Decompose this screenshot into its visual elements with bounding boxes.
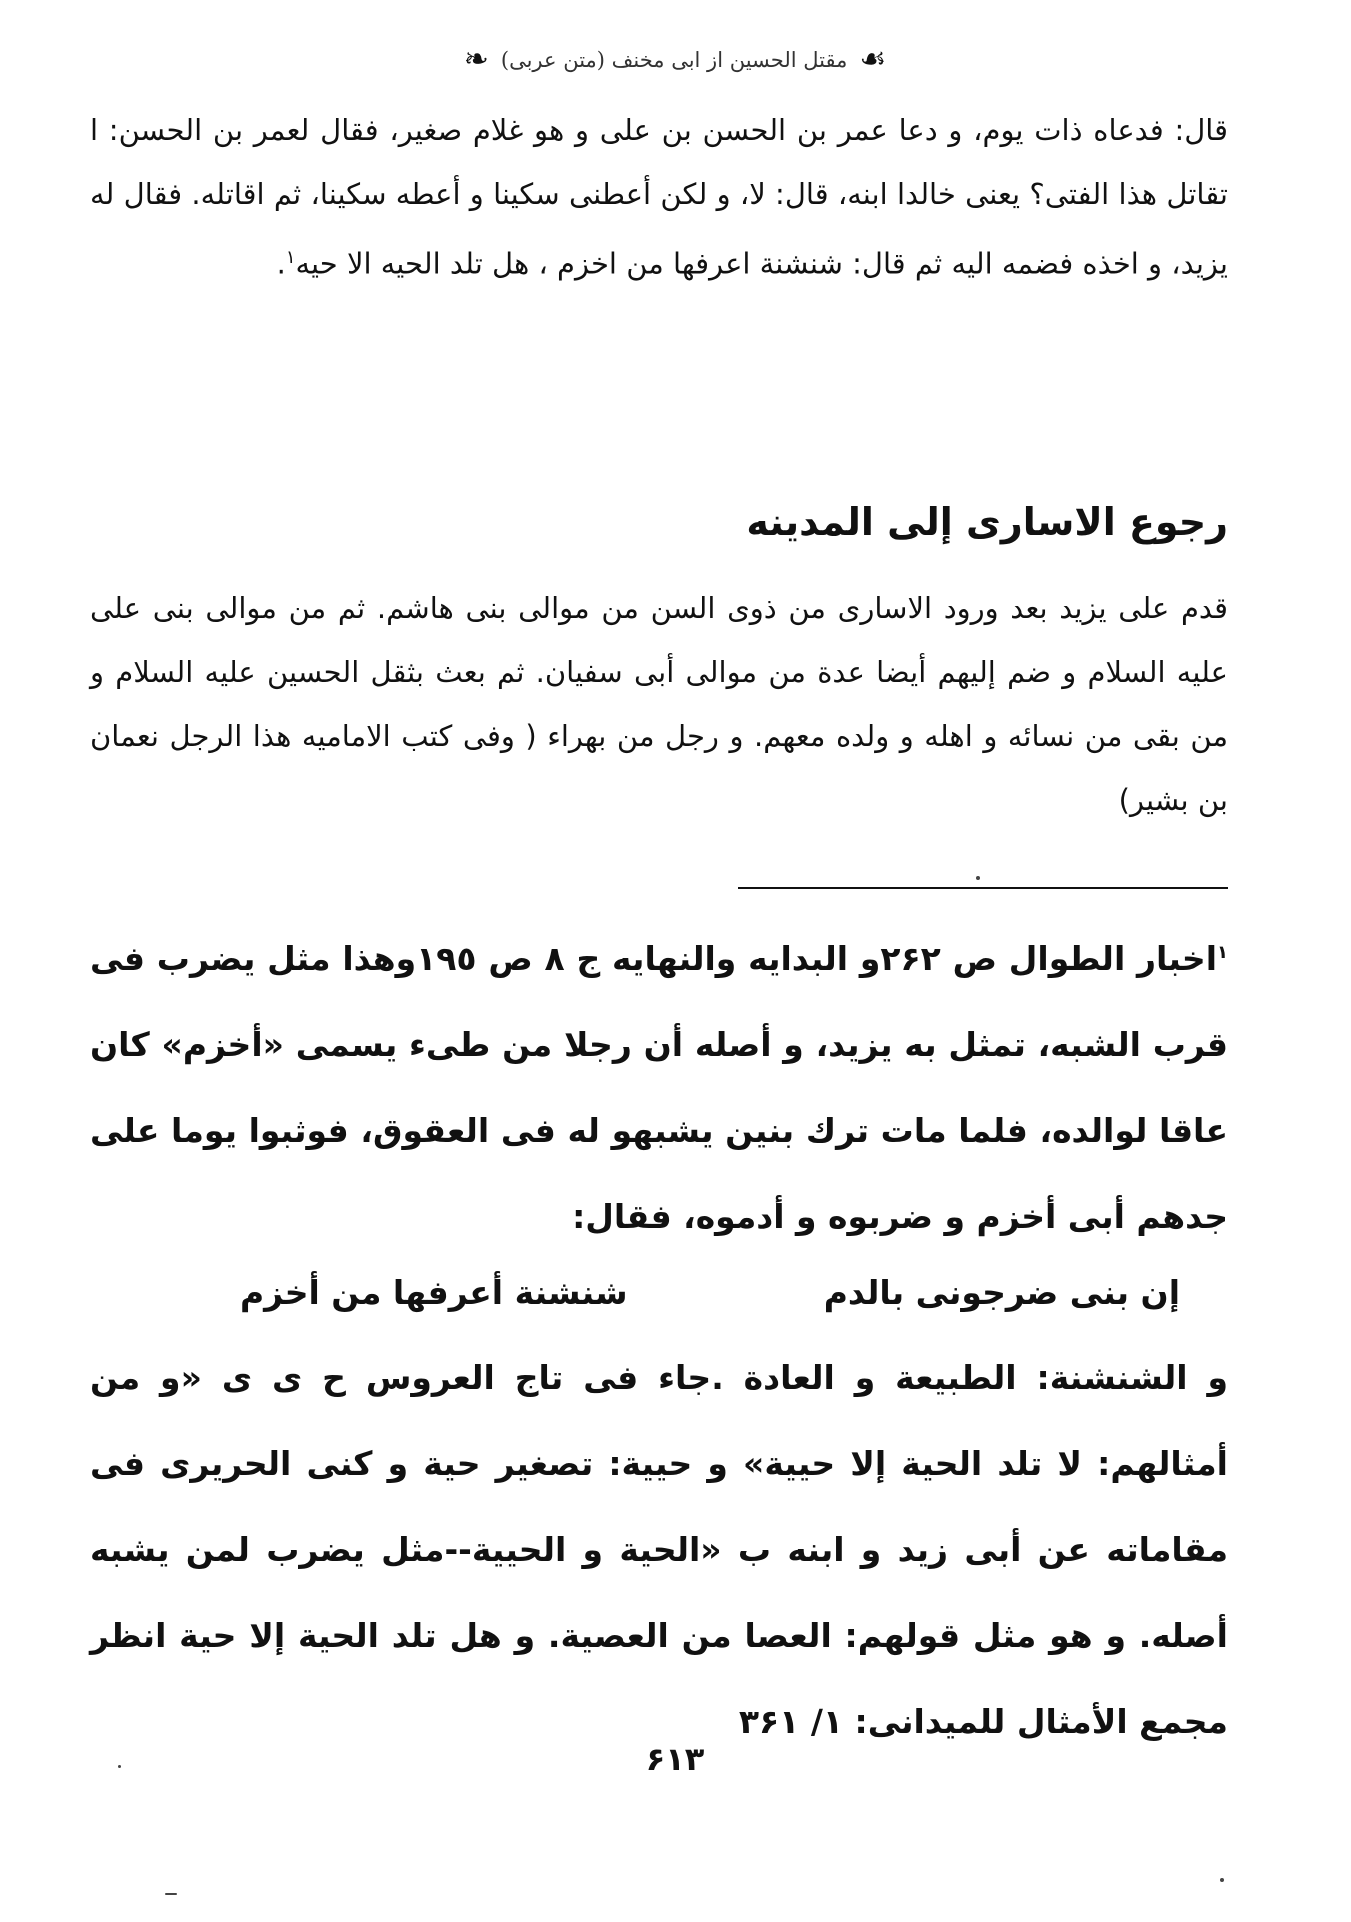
paragraph-narration-end: . xyxy=(276,246,286,281)
paragraph-narration-body: قال: فدعاه ذات يوم، و دعا عمر بن الحسن بن على و هو غلام صغير، فقال لعمر بن الحسن: ا تقاتل هذا الفتى؟ يعنى خالدا ابنه، قال: لا، و لكن أعطنى سكينا و أعطه سكينا، ثم اقاتله. فقال له يزيد، و اخذه فضمه اليه ثم قال: شنشنة اعرفها من اخزم ، هل تلد الحيه الا حيه xyxy=(90,113,1228,281)
verse-hemistich-left: شنشنة أعرفها من أخزم xyxy=(240,1272,628,1312)
paragraph-narration-text xyxy=(90,98,1228,296)
verse-line xyxy=(240,1252,1180,1332)
scan-speck xyxy=(165,1893,177,1895)
footnote-divider xyxy=(738,887,1228,889)
footnote-text-1 xyxy=(90,910,1228,1260)
footnote-marker: ١ xyxy=(1217,942,1229,963)
footnote-body-1: اخبار الطوال ص ٢۶٢و البدايه والنهايه ج ٨ ص ١٩٥وهذا مثل يضرب فى قرب الشبه، تمثل به يزيد، و أصله أن رجلا من طىء يسمى «أخزم» كان عاقا لوالده، فلما مات ترك بنين يشبهو له فى العقوق، فوثبوا يوما على جدهم أبى أخزم و ضربوه و أدموه، فقال: xyxy=(90,939,1228,1236)
verse-hemistich-right: إن بنى ضرجونى بالدم xyxy=(823,1272,1180,1312)
scan-speck xyxy=(118,1765,121,1768)
ornament-right-icon: ☙ xyxy=(859,42,887,77)
footnote-text-2 xyxy=(90,1335,1228,1765)
paragraph-return-text: قدم على يزيد بعد ورود الاسارى من ذوى السن من موالى بنى هاشم. ثم من موالى بنى على عليه السلام و ضم إليهم أيضا عدة من موالى أبى سفيان. ثم بعث بثقل الحسين عليه السلام و من بقى من نسائه و اهله و ولده معهم. و رجل من بهراء ( وفى كتب الاماميه هذا الرجل نعمان بن بشير) xyxy=(90,591,1228,817)
scan-speck xyxy=(1220,1878,1224,1882)
running-header-title: مقتل الحسين از ابی مخنف (متن عربی) xyxy=(500,48,848,72)
page-number: ۶١٣ xyxy=(645,1740,705,1778)
ornament-left-icon: ❧ xyxy=(463,42,489,77)
footnote-reference: ١ xyxy=(285,247,296,268)
footnote-body-2: و الشنشنة: الطبيعة و العادة .جاء فى تاج العروس ح ى ى «و من أمثالهم: لا تلد الحية إلا حيية» و حيية: تصغير حية و كنى الحريرى فى مقاماته عن أبى زيد و ابنه ب «الحية و الحيية--مثل يضرب لمن يشبه أصله. و هو مثل قولهم: العصا من العصية. و هل تلد الحية إلا حية انظر مجمع الأمثال للميدانى: ١/ ٣۶١ xyxy=(90,1358,1228,1741)
paragraph-narration xyxy=(90,98,1228,296)
section-heading: رجوع الاسارى إلى المدينه xyxy=(746,500,1228,544)
scan-speck xyxy=(976,876,980,880)
running-header xyxy=(420,38,930,82)
paragraph-return xyxy=(90,576,1228,832)
